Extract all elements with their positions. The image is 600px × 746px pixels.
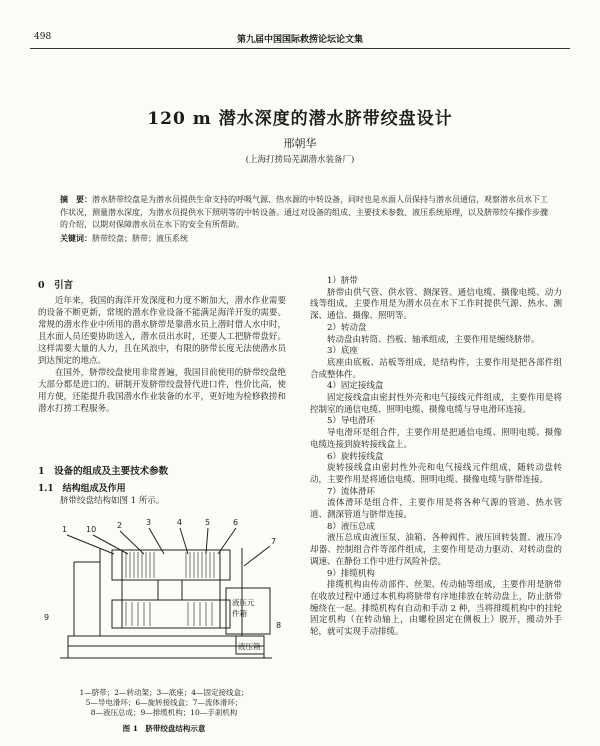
- item-2-text: 转动盘由转筒、挡板、轴承组成，主要作用是缠绕脐带。: [327, 334, 540, 345]
- figure-caption: 图 1 脐带绞盘结构示意: [122, 724, 206, 733]
- box-label-3: 液压箱: [238, 642, 261, 651]
- figure-label-3: 3: [146, 518, 152, 527]
- abstract-block: [60, 193, 550, 245]
- keywords: 脐带绞盘；脐带；液压系统: [92, 233, 188, 243]
- affiliation: (上海打捞局芜湖潜水装备厂): [245, 155, 355, 165]
- item-9-title: 9）排缆机构: [327, 568, 375, 579]
- item-8-text: 液压总成由液压泵、油箱、各种阀件、液压回转装置、液压冷却器、控制组合件等部件组成，主要作用是动力驱动、对转动盘的调速、在静份工作中进行风险补偿。: [310, 533, 562, 567]
- keywords-label: 关键词：: [60, 232, 92, 243]
- subsection-1-1-heading: 1.1 结构组成及作用: [38, 484, 126, 494]
- figure-label-6: 6: [233, 518, 239, 527]
- item-9-text: 排缆机构由传动部件、丝架、传动轴等组成，主要作用是脐带在收放过程中通过本机构将脐带有序地排放在转动盘上，防止脐带缠绕在一起。排缆机构有自动和手动 2 种，当将排缆机构中的挂轮固定机构（在转动轴上，由螺栓固定在侧板上）脱开，搬动外手轮，就可实现手动排缆。: [310, 580, 562, 638]
- intro-paragraph-2: 在国外，脐带绞盘使用非常普遍，我国目前使用的脐带绞盘绝大部分都是进口的。研制开发脐带绞盘替代进口件，性价比高，使用方便，还能提升我国潜水作业装备的水平，更好地为检修救捞和潜水打捞工程服务。: [38, 368, 286, 414]
- item-6-text: 旋转接线盒由密封性外壳和电气接线元件组成，随转动盘转动，主要作用是将通信电缆、照明电缆、摄像电缆与脐带连接。: [310, 463, 562, 485]
- figure-label-5: 5: [205, 518, 211, 527]
- component-descriptions: [310, 276, 562, 639]
- figure-label-4: 4: [177, 518, 183, 527]
- figure-legend: [44, 688, 284, 718]
- item-7-title: 7）流体滑环: [327, 486, 375, 497]
- base-frame: [68, 636, 264, 646]
- author: 邢朝华: [283, 137, 317, 150]
- item-2-title: 2）转动盘: [327, 322, 367, 333]
- item-7-text: 流体滑环是组合件，主要作用是将各种气源的管道、热水管道、测深管道与脐带连接。: [310, 498, 562, 521]
- item-4-text: 固定接线盒由密封性外壳和电气接线元件组成，主要作用是将控制室的通信电缆、照明电缆、摄像电缆与导电滑环连接。: [310, 393, 562, 415]
- figure-label-8: 8: [276, 621, 282, 630]
- running-title: 第九届中国国际救捞论坛论文集: [236, 35, 363, 45]
- box-label-2: 件箱: [232, 609, 247, 618]
- abstract-text: 潜水脐带绞盘是为潜水员提供生命支持的呼吸气源、热水源的中转设备，同时也是水面人员保持与潜水员通信，观察潜水员水下工作状况，测量潜水深度，为潜水员提供水下照明等的中转设备。通过对设备的组成、主要技术参数、液压系统原理，以及脐带绞车操作步骤的介绍，以期对保障潜水员在水下的安全有所帮助。: [60, 195, 548, 229]
- section-0-heading: 0 引言: [38, 280, 74, 291]
- item-5-title: 5）导电滑环: [327, 416, 375, 427]
- item-5-text: 导电滑环是组合件，主要作用是把通信电缆、照明电缆、摄像电缆连接到旋转接线盒上。: [310, 428, 562, 450]
- figure-label-7: 7: [271, 537, 277, 546]
- winch-structure-figure: [40, 508, 290, 683]
- item-3-text: 底座由底板、站板等组成，是结构件，主要作用是把各部件组合成整体件。: [310, 357, 562, 380]
- article-title: 120 m 潜水深度的潜水脐带绞盘设计: [147, 109, 453, 129]
- page-number: 498: [34, 32, 52, 42]
- item-8-title: 8）液压总成: [327, 521, 375, 532]
- figure-label-10: 10: [86, 525, 97, 534]
- item-4-title: 4）固定接线盒: [327, 381, 384, 392]
- box-label-1: 液压元: [232, 598, 255, 607]
- figure-legend-line-3: 8—液压总成；9—排缆机构；10—手刹机构: [90, 708, 238, 717]
- intro-text: [38, 295, 286, 415]
- abstract-label: 摘 要：: [60, 194, 92, 204]
- intro-paragraph-1: 近年来，我国的海洋开发深度和力度不断加大，潜水作业需要的设备不断更新，常规的潜水作业设备不能满足海洋开发的需要。常规的潜水作业中所用的潜水脐带是靠潜水员上潜时借人水中时，且水面人员还要协助送入，潜水员出水时，还要人工把脐带盘好。这样需要大量的人力，且在风浪中，有限的脐带长度无法使潜水员到达预定的地点。: [38, 296, 286, 366]
- section-1-heading: 1 设备的组成及主要技术参数: [38, 466, 169, 477]
- item-1-title: 1）脐带: [327, 276, 358, 286]
- item-1-text: 脐带由供气管、供水管、测深管、通信电缆、摄像电缆、动力线等组成，主要作用是为潜水员在水下工作时提供气源、热水、测深、通信、摄像、照明等。: [310, 287, 562, 322]
- item-6-title: 6）旋转接线盒: [327, 451, 384, 462]
- item-3-title: 3）底座: [327, 346, 358, 357]
- figure-label-9: 9: [44, 613, 50, 622]
- figure-reference: 脐带绞盘结构如图 1 所示。: [60, 496, 165, 506]
- figure-label-2: 2: [117, 521, 123, 530]
- figure-legend-line-1: 1—脐带；2—转动架；3—底座；4—固定接线盒；: [79, 688, 249, 697]
- header-rule: [30, 48, 570, 49]
- figure-label-1: 1: [62, 525, 68, 534]
- figure-legend-line-2: 5—导电滑环；6—旋转接线盒；7—流体滑环；: [85, 698, 243, 707]
